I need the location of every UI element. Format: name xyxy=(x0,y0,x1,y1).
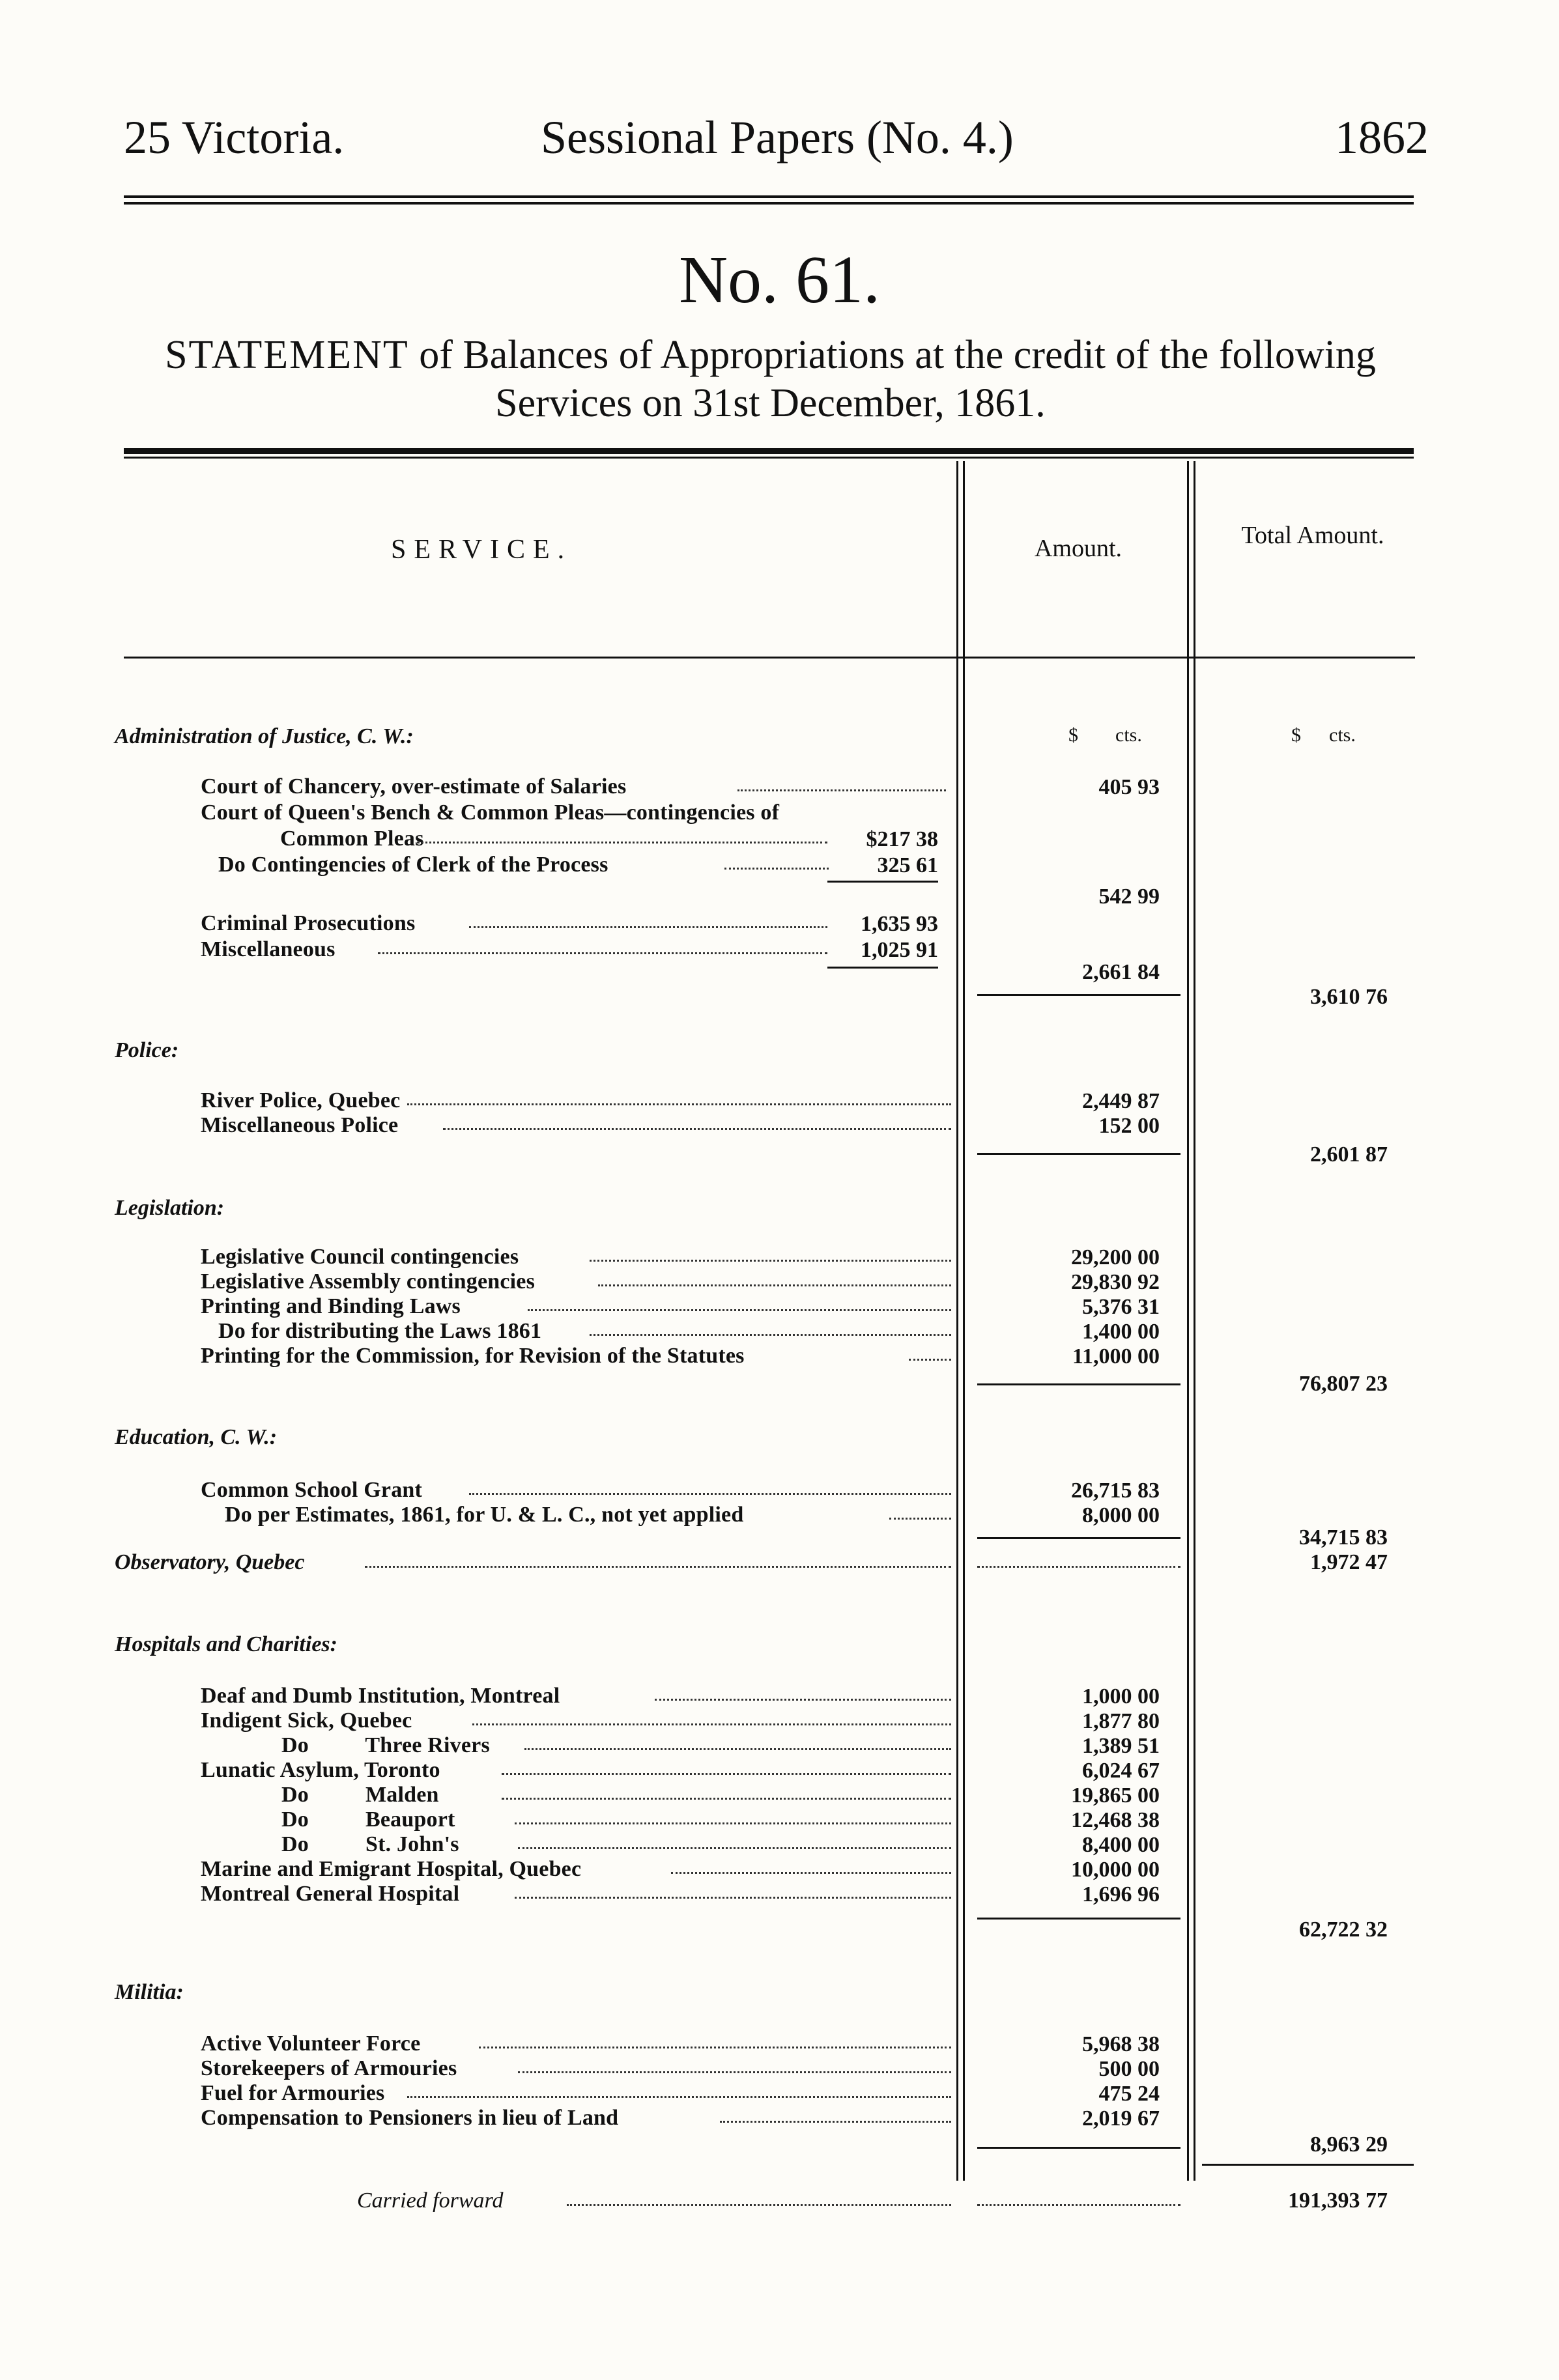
item-label: Court of Queen's Bench & Common Pleas—contingencies of xyxy=(201,800,780,825)
section-total: 62,722 32 xyxy=(1299,1918,1388,1942)
item-label: Court of Chancery, over-estimate of Salaries xyxy=(201,774,627,799)
carried-forward-total: 191,393 77 xyxy=(1288,2189,1388,2213)
item-amount: 2,661 84 xyxy=(1082,960,1160,984)
item-label: Legislative Assembly contingencies xyxy=(201,1269,535,1294)
item-amount: 1,877 80 xyxy=(1082,1709,1160,1733)
item-inner-amount: 1,635 93 xyxy=(861,912,938,936)
section-total: 76,807 23 xyxy=(1299,1372,1388,1396)
carried-forward-label: Carried forward xyxy=(357,2189,504,2213)
dot-leader xyxy=(977,2191,1180,2206)
item-amount: 1,696 96 xyxy=(1082,1882,1160,1906)
item-label: Legislative Council contingencies xyxy=(201,1245,519,1269)
item-label: Common Pleas xyxy=(280,827,424,851)
item-amount: 26,715 83 xyxy=(1071,1479,1160,1503)
subtotal-rule xyxy=(977,994,1180,996)
section-heading-justice: Administration of Justice, C. W.: xyxy=(115,724,414,748)
item-label: Do for distributing the Laws 1861 xyxy=(218,1319,542,1343)
dot-leader xyxy=(518,1834,951,1849)
dot-leader xyxy=(909,1346,951,1361)
item-label: Indigent Sick, Quebec xyxy=(201,1708,412,1733)
section-heading-education: Education, C. W.: xyxy=(115,1425,278,1449)
dollar-sign: $ xyxy=(1291,724,1301,746)
dot-leader xyxy=(598,1271,951,1286)
sum-rule xyxy=(827,967,938,969)
item-amount: 500 00 xyxy=(1098,2057,1160,2081)
dot-leader xyxy=(502,1760,951,1775)
item-amount: 29,200 00 xyxy=(1071,1245,1160,1269)
section-total: 34,715 83 xyxy=(1299,1525,1388,1550)
dot-leader xyxy=(590,1247,951,1262)
item-amount: 2,449 87 xyxy=(1082,1089,1160,1113)
section-heading-legislation: Legislation: xyxy=(115,1196,225,1220)
running-head xyxy=(124,111,1429,176)
item-amount: 29,830 92 xyxy=(1071,1270,1160,1294)
item-amount: 5,968 38 xyxy=(1082,2032,1160,2056)
item-label: Do Beauport xyxy=(281,1807,455,1832)
dot-leader xyxy=(472,1710,951,1725)
cents-label: cts. xyxy=(1115,724,1142,746)
dot-leader xyxy=(977,1553,1180,1568)
dot-leader xyxy=(889,1505,951,1520)
dot-leader xyxy=(518,2058,951,2073)
dot-leader xyxy=(737,776,946,791)
dollar-sign: $ xyxy=(1068,724,1078,746)
item-label: Montreal General Hospital xyxy=(201,1882,460,1906)
dot-leader xyxy=(524,1735,951,1750)
cents-label: cts. xyxy=(1329,724,1356,746)
item-amount: 8,000 00 xyxy=(1082,1503,1160,1527)
section-heading-militia: Militia: xyxy=(115,1980,184,2004)
item-amount: 11,000 00 xyxy=(1072,1344,1160,1368)
statement-title xyxy=(124,331,1417,427)
dot-leader xyxy=(469,1480,951,1495)
item-amount: 6,024 67 xyxy=(1082,1759,1160,1783)
statement-text: of Balances of Appropriations at the credit of the following Services on 31st December, 1861. xyxy=(408,333,1376,425)
dot-leader xyxy=(469,913,827,928)
item-label: Lunatic Asylum, Toronto xyxy=(201,1758,440,1782)
item-amount: 5,376 31 xyxy=(1082,1295,1160,1319)
section-total: 3,610 76 xyxy=(1310,985,1388,1009)
item-label: Do per Estimates, 1861, for U. & L. C., not yet applied xyxy=(225,1503,744,1527)
header-bottom-rule xyxy=(124,657,1415,659)
item-amount: 2,019 67 xyxy=(1082,2106,1160,2131)
total-rule xyxy=(1202,2164,1414,2166)
dot-leader xyxy=(479,2033,951,2048)
item-inner-amount: 325 61 xyxy=(877,853,938,877)
section-total: 8,963 29 xyxy=(1310,2132,1388,2157)
section-heading-hospitals: Hospitals and Charities: xyxy=(115,1632,337,1656)
section-total: 1,972 47 xyxy=(1310,1550,1388,1574)
item-label: Compensation to Pensioners in lieu of Land xyxy=(201,2106,619,2130)
statement-lead: STATEMENT xyxy=(165,333,409,377)
item-label: Miscellaneous Police xyxy=(201,1113,399,1137)
column-header-total: Total Amount. xyxy=(1241,522,1384,549)
header-rule xyxy=(124,195,1414,205)
item-label: Deaf and Dumb Institution, Montreal xyxy=(201,1684,560,1708)
item-amount: 542 99 xyxy=(1098,885,1160,909)
item-label: Storekeepers of Armouries xyxy=(201,2056,457,2080)
item-amount: 475 24 xyxy=(1098,2082,1160,2106)
item-amount: 1,400 00 xyxy=(1082,1320,1160,1344)
item-label: Active Volunteer Force xyxy=(201,2032,421,2056)
item-amount: 1,000 00 xyxy=(1082,1684,1160,1708)
running-head-center: Sessional Papers (No. 4.) xyxy=(541,111,1014,163)
item-amount: 10,000 00 xyxy=(1071,1858,1160,1882)
item-label: Printing and Binding Laws xyxy=(201,1294,461,1318)
item-amount: 8,400 00 xyxy=(1082,1833,1160,1857)
dot-leader xyxy=(724,855,829,870)
dot-leader xyxy=(365,1553,951,1568)
item-amount: 405 93 xyxy=(1098,775,1160,799)
item-label: Common School Grant xyxy=(201,1478,423,1502)
item-inner-amount: 1,025 91 xyxy=(861,938,938,962)
subtotal-rule xyxy=(977,1383,1180,1385)
item-label: River Police, Quebec xyxy=(201,1088,401,1112)
item-label: Do Malden xyxy=(281,1783,439,1807)
dot-leader xyxy=(502,1785,951,1800)
dot-leader xyxy=(515,1884,951,1899)
section-heading-observatory: Observatory, Quebec xyxy=(115,1550,305,1574)
column-divider xyxy=(956,461,958,2181)
item-inner-amount: $217 38 xyxy=(866,827,938,851)
item-label: Do Contingencies of Clerk of the Process xyxy=(218,853,608,877)
column-header-amount: Amount. xyxy=(1034,535,1123,562)
subtotal-rule xyxy=(977,2147,1180,2149)
dot-leader xyxy=(407,2083,951,2098)
item-label: Do St. John's xyxy=(281,1832,459,1856)
column-header-service: SERVICE. xyxy=(391,535,573,565)
item-amount: 152 00 xyxy=(1098,1114,1160,1138)
section-total: 2,601 87 xyxy=(1310,1142,1388,1167)
item-amount: 12,468 38 xyxy=(1071,1808,1160,1832)
dot-leader xyxy=(720,2108,951,2123)
item-label: Criminal Prosecutions xyxy=(201,911,416,935)
dot-leader xyxy=(567,2191,951,2206)
running-head-right: 1862 xyxy=(1335,111,1429,163)
dot-leader xyxy=(655,1686,951,1701)
item-label: Printing for the Commission, for Revision of the Statutes xyxy=(201,1344,745,1368)
subtotal-rule xyxy=(977,1153,1180,1155)
dot-leader xyxy=(407,1090,951,1105)
subtotal-rule xyxy=(977,1537,1180,1539)
dot-leader xyxy=(378,939,827,954)
dot-leader xyxy=(590,1321,951,1336)
dot-leader xyxy=(515,1809,951,1824)
table-top-rule xyxy=(124,448,1414,459)
document-number: No. 61. xyxy=(678,242,881,317)
column-divider xyxy=(1194,461,1195,2181)
sum-rule xyxy=(827,881,938,883)
item-amount: 19,865 00 xyxy=(1071,1783,1160,1807)
item-label: Fuel for Armouries xyxy=(201,2081,385,2105)
running-head-left: 25 Victoria. xyxy=(124,111,345,163)
item-label: Marine and Emigrant Hospital, Quebec xyxy=(201,1857,582,1881)
section-heading-police: Police: xyxy=(115,1038,179,1062)
dot-leader xyxy=(417,829,827,843)
dot-leader xyxy=(443,1115,951,1130)
dot-leader xyxy=(671,1859,951,1874)
item-amount: 1,389 51 xyxy=(1082,1734,1160,1758)
subtotal-rule xyxy=(977,1918,1180,1920)
dot-leader xyxy=(528,1296,951,1311)
column-divider xyxy=(1187,461,1189,2181)
item-label: Miscellaneous xyxy=(201,937,336,961)
item-label: Do Three Rivers xyxy=(281,1733,490,1757)
